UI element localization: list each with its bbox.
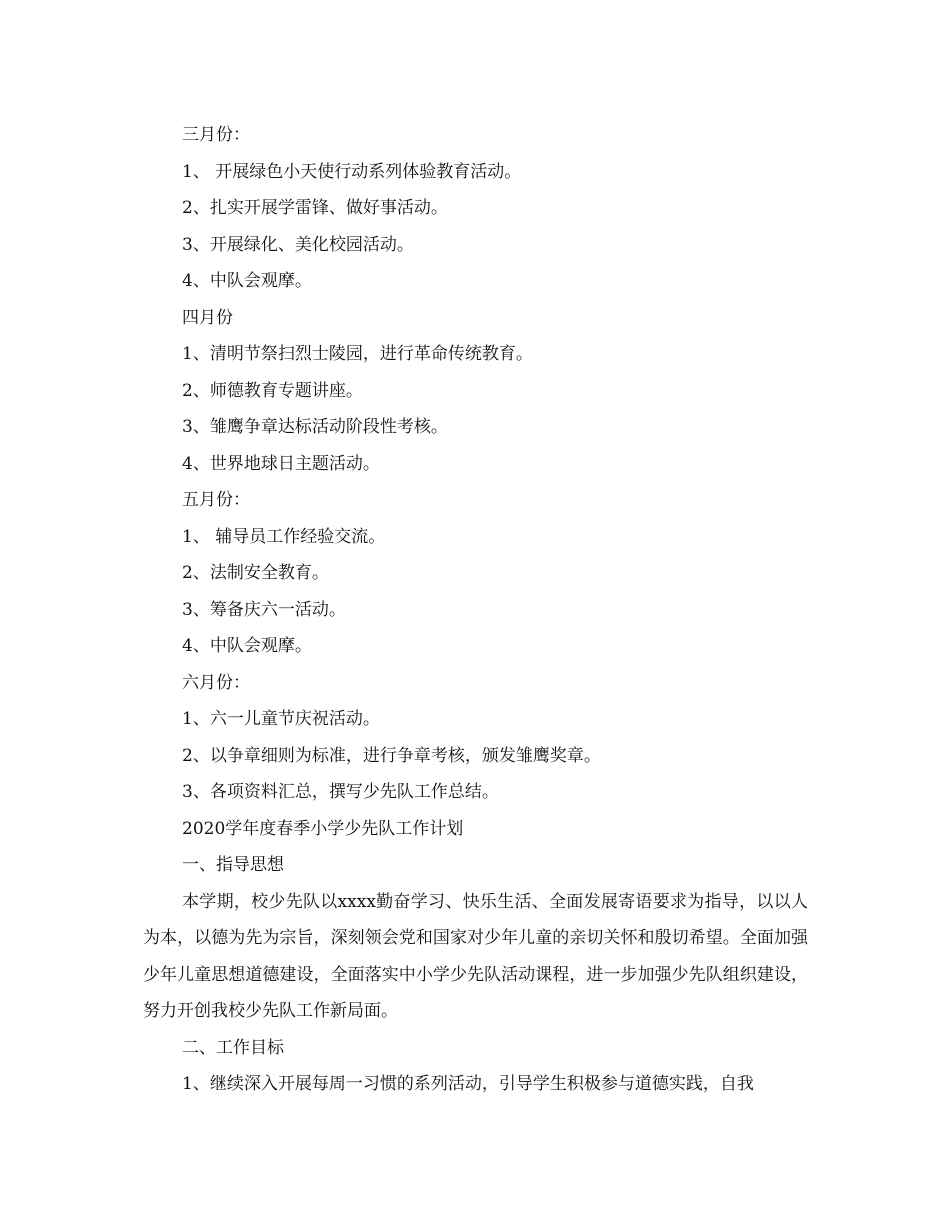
list-item: 4、中队会观摩。 [182, 271, 312, 291]
month-heading-may: 五月份： [182, 490, 250, 510]
list-item: 4、中队会观摩。 [182, 636, 312, 656]
plan-title: 2020学年度春季小学少先队工作计划 [182, 818, 464, 839]
list-item: 2、以争章细则为标准，进行争章考核，颁发雏鹰奖章。 [182, 745, 601, 766]
list-item: 3、筹备庆六一活动。 [182, 599, 346, 620]
section-heading-work-goals: 二、工作目标 [182, 1037, 284, 1058]
work-goals-paragraph: 1、继续深入开展每周一习惯的系列活动，引导学生积极参与道德实践，自我 [182, 1074, 754, 1094]
list-item: 3、各项资料汇总，撰写少先队工作总结。 [182, 782, 499, 802]
list-item: 2、法制安全教育。 [182, 563, 329, 583]
section-heading-guiding-ideology: 一、指导思想 [182, 855, 284, 875]
list-item: 1、 辅导员工作经验交流。 [182, 526, 386, 547]
list-item: 1、六一儿童节庆祝活动。 [182, 709, 380, 729]
list-item: 3、开展绿化、美化校园活动。 [182, 234, 414, 255]
list-item: 3、雏鹰争章达标活动阶段性考核。 [182, 417, 448, 437]
list-item: 4、世界地球日主题活动。 [182, 453, 380, 474]
list-item: 1、清明节祭扫烈士陵园，进行革命传统教育。 [182, 344, 533, 364]
month-heading-april: 四月份 [182, 307, 233, 328]
list-item: 2、师德教育专题讲座。 [182, 380, 363, 401]
month-heading-june: 六月份： [182, 672, 250, 693]
list-item: 2、扎实开展学雷锋、做好事活动。 [182, 198, 448, 218]
list-item: 1、 开展绿色小天使行动系列体验教育活动。 [182, 161, 522, 182]
month-heading-march: 三月份： [182, 125, 250, 145]
guiding-ideology-paragraph: 本学期，校少先队以xxxx勤奋学习、快乐生活、全面发展寄语要求为指导，以以人为本，以德为先为宗旨，深刻领会党和国家对少年儿童的亲切关怀和殷切希望。全面加强少年儿童思想道德建设，全面落实中小学少先队活动课程，进一步加强少先队组织建设，努力开创我校少先队工作新局面。 [143, 891, 808, 1021]
